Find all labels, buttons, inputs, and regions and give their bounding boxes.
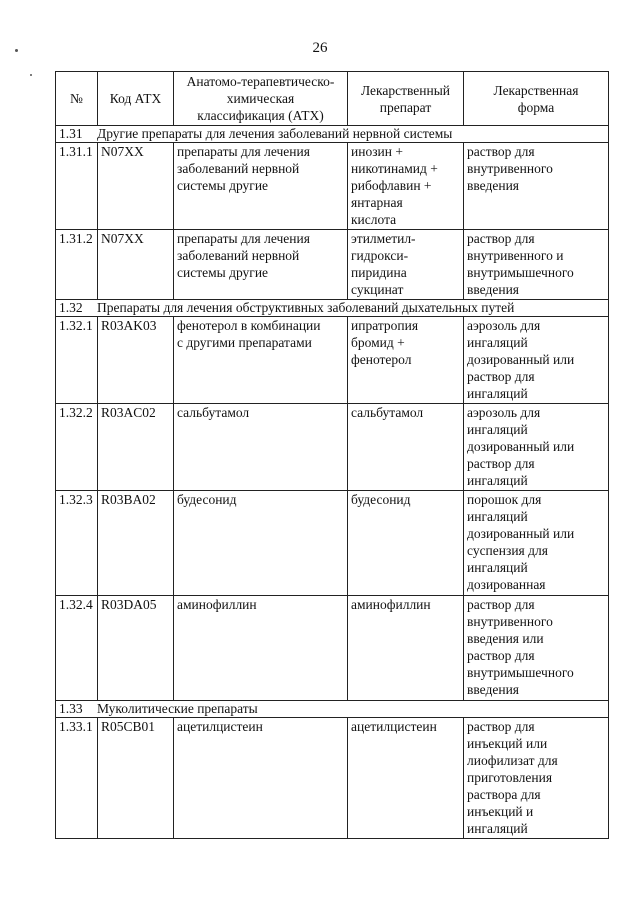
cell-line: пиридина — [351, 265, 407, 280]
cell-line: дозированная — [467, 577, 546, 592]
cell-line: раствор для — [467, 231, 535, 246]
atc-code-cell: R03AK03 — [98, 317, 174, 404]
cell-line: кислота — [351, 212, 397, 227]
drug-name-cell — [348, 143, 464, 230]
cell-line: внутривенного — [467, 614, 553, 629]
cell-line: раствор для — [467, 369, 535, 384]
cell-line: фенотерол — [351, 352, 412, 367]
page-number: 26 — [312, 40, 328, 56]
atc-code-cell: R03AC02 — [98, 404, 174, 491]
header-line: классификация (АТХ) — [197, 108, 324, 123]
atc-class-cell — [174, 718, 348, 839]
table-row — [56, 143, 609, 230]
cell-line: внутривенного — [467, 161, 553, 176]
cell-line: бромид + — [351, 335, 405, 350]
dosage-form-cell — [464, 404, 609, 491]
atc-code-cell: R05CB01 — [98, 718, 174, 839]
table-row — [56, 317, 609, 404]
dosage-form-cell — [464, 317, 609, 404]
cell-line: ацетилцистеин — [351, 719, 437, 734]
cell-line: сукцинат — [351, 282, 404, 297]
atc-class-cell — [174, 596, 348, 701]
dosage-form-cell — [464, 718, 609, 839]
cell-line: приготовления — [467, 770, 553, 785]
cell-line: никотинамид + — [351, 161, 438, 176]
table-row — [56, 491, 609, 596]
dosage-form-cell — [464, 596, 609, 701]
header-atc-class — [174, 72, 348, 126]
row-number-cell: 1.32.4 — [56, 596, 98, 701]
header-line: Лекарственная — [493, 82, 579, 98]
cell-line: инъекций и — [467, 804, 534, 819]
atc-code-cell: N07XX — [98, 230, 174, 300]
dosage-form-cell-lines — [467, 230, 605, 298]
cell-line: будесонид — [351, 492, 411, 507]
header-form-lines — [467, 82, 605, 116]
header-atc-code: Код АТХ — [98, 72, 174, 126]
section-cell — [56, 701, 609, 718]
cell-line: препараты для лечения — [177, 144, 310, 159]
cell-line: ингаляций — [467, 821, 528, 836]
cell-line: сальбутамол — [177, 405, 250, 420]
drug-name-cell-lines — [351, 317, 460, 368]
table-section-row — [56, 701, 609, 718]
dosage-form-cell-lines — [467, 491, 605, 593]
cell-line: суспензия для — [467, 543, 548, 558]
cell-line: введения — [467, 682, 520, 697]
header-drug — [348, 72, 464, 126]
atc-class-cell-lines — [177, 230, 344, 281]
atc-class-cell — [174, 230, 348, 300]
cell-line: дозированный или — [467, 352, 575, 367]
section-title: Другие препараты для лечения заболеваний нервной системы — [97, 126, 453, 141]
drug-name-cell-lines — [351, 143, 460, 228]
cell-line: этилметил- — [351, 231, 416, 246]
drug-name-cell-lines — [351, 491, 460, 508]
atc-class-cell-lines — [177, 491, 344, 508]
cell-line: ингаляций — [467, 422, 528, 437]
drug-name-cell-lines — [351, 404, 460, 421]
cell-line: янтарная — [351, 195, 403, 210]
cell-line: аэрозоль для — [467, 405, 541, 420]
row-number-cell: 1.33.1 — [56, 718, 98, 839]
section-title: Препараты для лечения обструктивных заболеваний дыхательных путей — [97, 300, 515, 315]
header-line: Анатомо-терапевтическо- — [186, 74, 335, 89]
cell-line: ингаляций — [467, 386, 528, 401]
cell-line: раствор для — [467, 719, 535, 734]
cell-line: внутримышечного — [467, 665, 574, 680]
cell-line: введения или — [467, 631, 544, 646]
table-section-row — [56, 300, 609, 317]
drug-name-cell-lines — [351, 596, 460, 613]
cell-line: будесонид — [177, 492, 237, 507]
atc-class-cell — [174, 491, 348, 596]
row-number-cell: 1.32.2 — [56, 404, 98, 491]
atc-class-cell — [174, 143, 348, 230]
cell-line: введения — [467, 282, 520, 297]
cell-line: системы другие — [177, 265, 269, 280]
cell-line: препараты для лечения — [177, 231, 310, 246]
table-row — [56, 596, 609, 701]
cell-line: ацетилцистеин — [177, 719, 263, 734]
cell-line: рибофлавин + — [351, 178, 432, 193]
drug-name-cell — [348, 230, 464, 300]
cell-line: раствор для — [467, 144, 535, 159]
dosage-form-cell-lines — [467, 718, 605, 837]
dosage-form-cell-lines — [467, 404, 605, 489]
cell-line: введения — [467, 178, 520, 193]
cell-line: системы другие — [177, 178, 269, 193]
dosage-form-cell-lines — [467, 143, 605, 194]
cell-line: с другими препаратами — [177, 335, 312, 350]
drug-name-cell — [348, 404, 464, 491]
cell-line: дозированный или — [467, 439, 575, 454]
row-number-cell: 1.32.3 — [56, 491, 98, 596]
cell-line: внутримышечного — [467, 265, 574, 280]
section-number: 1.32 — [59, 300, 83, 315]
cell-line: заболеваний нервной — [177, 161, 300, 176]
atc-code-cell: N07XX — [98, 143, 174, 230]
table-body — [56, 126, 609, 839]
table-header-row — [56, 72, 609, 126]
section-number: 1.33 — [59, 701, 83, 716]
cell-line: аминофиллин — [351, 597, 431, 612]
dosage-form-cell-lines — [467, 596, 605, 698]
atc-code-cell: R03DA05 — [98, 596, 174, 701]
header-line: форма — [517, 99, 555, 115]
row-number-cell: 1.31.2 — [56, 230, 98, 300]
cell-line: ингаляций — [467, 335, 528, 350]
cell-line: ингаляций — [467, 509, 528, 524]
dosage-form-cell — [464, 230, 609, 300]
header-line: химическая — [226, 91, 295, 106]
cell-line: инъекций или — [467, 736, 548, 751]
cell-line: сальбутамол — [351, 405, 424, 420]
dosage-form-cell — [464, 491, 609, 596]
cell-line: заболеваний нервной — [177, 248, 300, 263]
header-number: № — [56, 72, 98, 126]
atc-drug-table — [55, 71, 609, 839]
atc-class-cell-lines — [177, 143, 344, 194]
section-number: 1.31 — [59, 126, 83, 141]
drug-name-cell-lines — [351, 718, 460, 735]
cell-line: раствора для — [467, 787, 541, 802]
cell-line: аэрозоль для — [467, 318, 541, 333]
section-cell — [56, 300, 609, 317]
cell-line: фенотерол в комбинации — [177, 318, 321, 333]
table-row — [56, 230, 609, 300]
section-title: Муколитические препараты — [97, 701, 258, 716]
cell-line: ингаляций — [467, 473, 528, 488]
cell-line: гидрокси- — [351, 248, 409, 263]
cell-line: ипратропия — [351, 318, 419, 333]
atc-class-cell-lines — [177, 718, 344, 735]
section-cell — [56, 126, 609, 143]
atc-class-cell-lines — [177, 404, 344, 421]
drug-name-cell — [348, 718, 464, 839]
atc-class-cell-lines — [177, 317, 344, 351]
cell-line: дозированный или — [467, 526, 575, 541]
table-section-row — [56, 126, 609, 143]
atc-class-cell-lines — [177, 596, 344, 613]
drug-name-cell — [348, 491, 464, 596]
drug-name-cell-lines — [351, 230, 460, 298]
row-number-cell: 1.32.1 — [56, 317, 98, 404]
scan-speck — [15, 49, 18, 52]
drug-name-cell — [348, 317, 464, 404]
header-line: Лекарственный — [360, 82, 451, 98]
cell-line: инозин + — [351, 144, 403, 159]
header-atc-class-lines — [177, 73, 344, 124]
atc-class-cell — [174, 404, 348, 491]
dosage-form-cell — [464, 143, 609, 230]
atc-class-cell — [174, 317, 348, 404]
cell-line: раствор для — [467, 456, 535, 471]
cell-line: аминофиллин — [177, 597, 257, 612]
dosage-form-cell-lines — [467, 317, 605, 402]
cell-line: порошок для — [467, 492, 542, 507]
atc-code-cell: R03BA02 — [98, 491, 174, 596]
header-line: препарат — [379, 99, 432, 115]
cell-line: лиофилизат для — [467, 753, 558, 768]
header-dosage-form — [464, 72, 609, 126]
cell-line: ингаляций — [467, 560, 528, 575]
cell-line: раствор для — [467, 597, 535, 612]
table-row — [56, 718, 609, 839]
row-number-cell: 1.31.1 — [56, 143, 98, 230]
drug-name-cell — [348, 596, 464, 701]
scan-speck — [30, 74, 32, 76]
table-row — [56, 404, 609, 491]
cell-line: внутривенного и — [467, 248, 564, 263]
header-drug-lines — [351, 82, 460, 116]
cell-line: раствор для — [467, 648, 535, 663]
